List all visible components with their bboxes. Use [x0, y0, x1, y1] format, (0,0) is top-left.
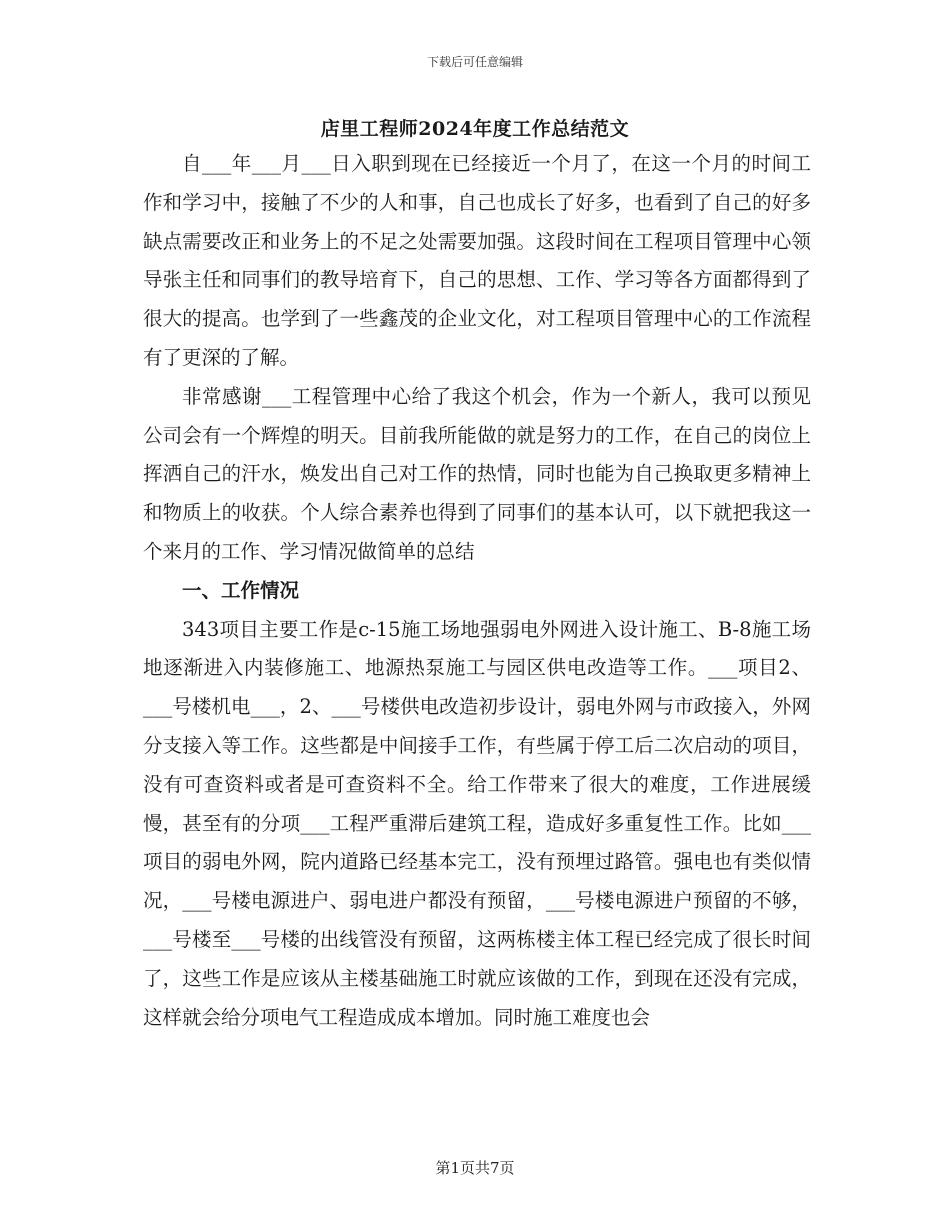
- paragraph-intro: 自___年___月___日入职到现在已经接近一个月了，在这一个月的时间工作和学习中，接触了不少的人和事，自己也成长了好多，也看到了自己的好多缺点需要改正和业务上的不足之处需要加强。这段时间在工程项目管理中心领导张主任和同事们的教导培育下，自己的思想、工作、学习等各方面都得到了很大的提高。也学到了一些鑫茂的企业文化，对工程项目管理中心的工作流程有了更深的了解。: [143, 152, 811, 369]
- section-heading-work: 一、工作情况: [182, 578, 300, 602]
- document-body: [143, 145, 811, 1037]
- page-footer: 第1页共7页: [435, 1159, 515, 1177]
- page-header-note: 下载后可任意编辑: [426, 55, 523, 69]
- paragraph-work-details: 343项目主要工作是c-15施工场地强弱电外网进入设计施工、B-8施工场地逐渐进入内装修施工、地源热泵施工与园区供电改造等工作。___项目2、___号楼机电___，2、___号楼供电改造初步设计，弱电外网与市政接入，外网分支接入等工作。这些都是中间接手工作，有些属于停工后二次启动的项目，没有可查资料或者是可查资料不全。给工作带来了很大的难度，工作进展缓慢，甚至有的分项___工程严重滞后建筑工程，造成好多重复性工作。比如___项目的弱电外网，院内道路已经基本完工，没有预埋过路管。强电也有类似情况，___号楼电源进户、弱电进户都没有预留，___号楼电源进户预留的不够，___号楼至___号楼的出线管没有预留，这两栋楼主体工程已经完成了很长时间了，这些工作是应该从主楼基础施工时就应该做的工作，到现在还没有完成，这样就会给分项电气工程造成成本增加。同时施工难度也会: [143, 617, 811, 1029]
- paragraph-thanks: 非常感谢___工程管理中心给了我这个机会，作为一个新人，我可以预见公司会有一个辉煌的明天。目前我所能做的就是努力的工作，在自己的岗位上挥洒自己的汗水，焕发出自己对工作的热情，同时也能为自己换取更多精神上和物质上的收获。个人综合素养也得到了同事们的基本认可，以下就把我这一个来月的工作、学习情况做简单的总结: [143, 384, 811, 563]
- document-title: 店里工程师2024年度工作总结范文: [320, 118, 630, 140]
